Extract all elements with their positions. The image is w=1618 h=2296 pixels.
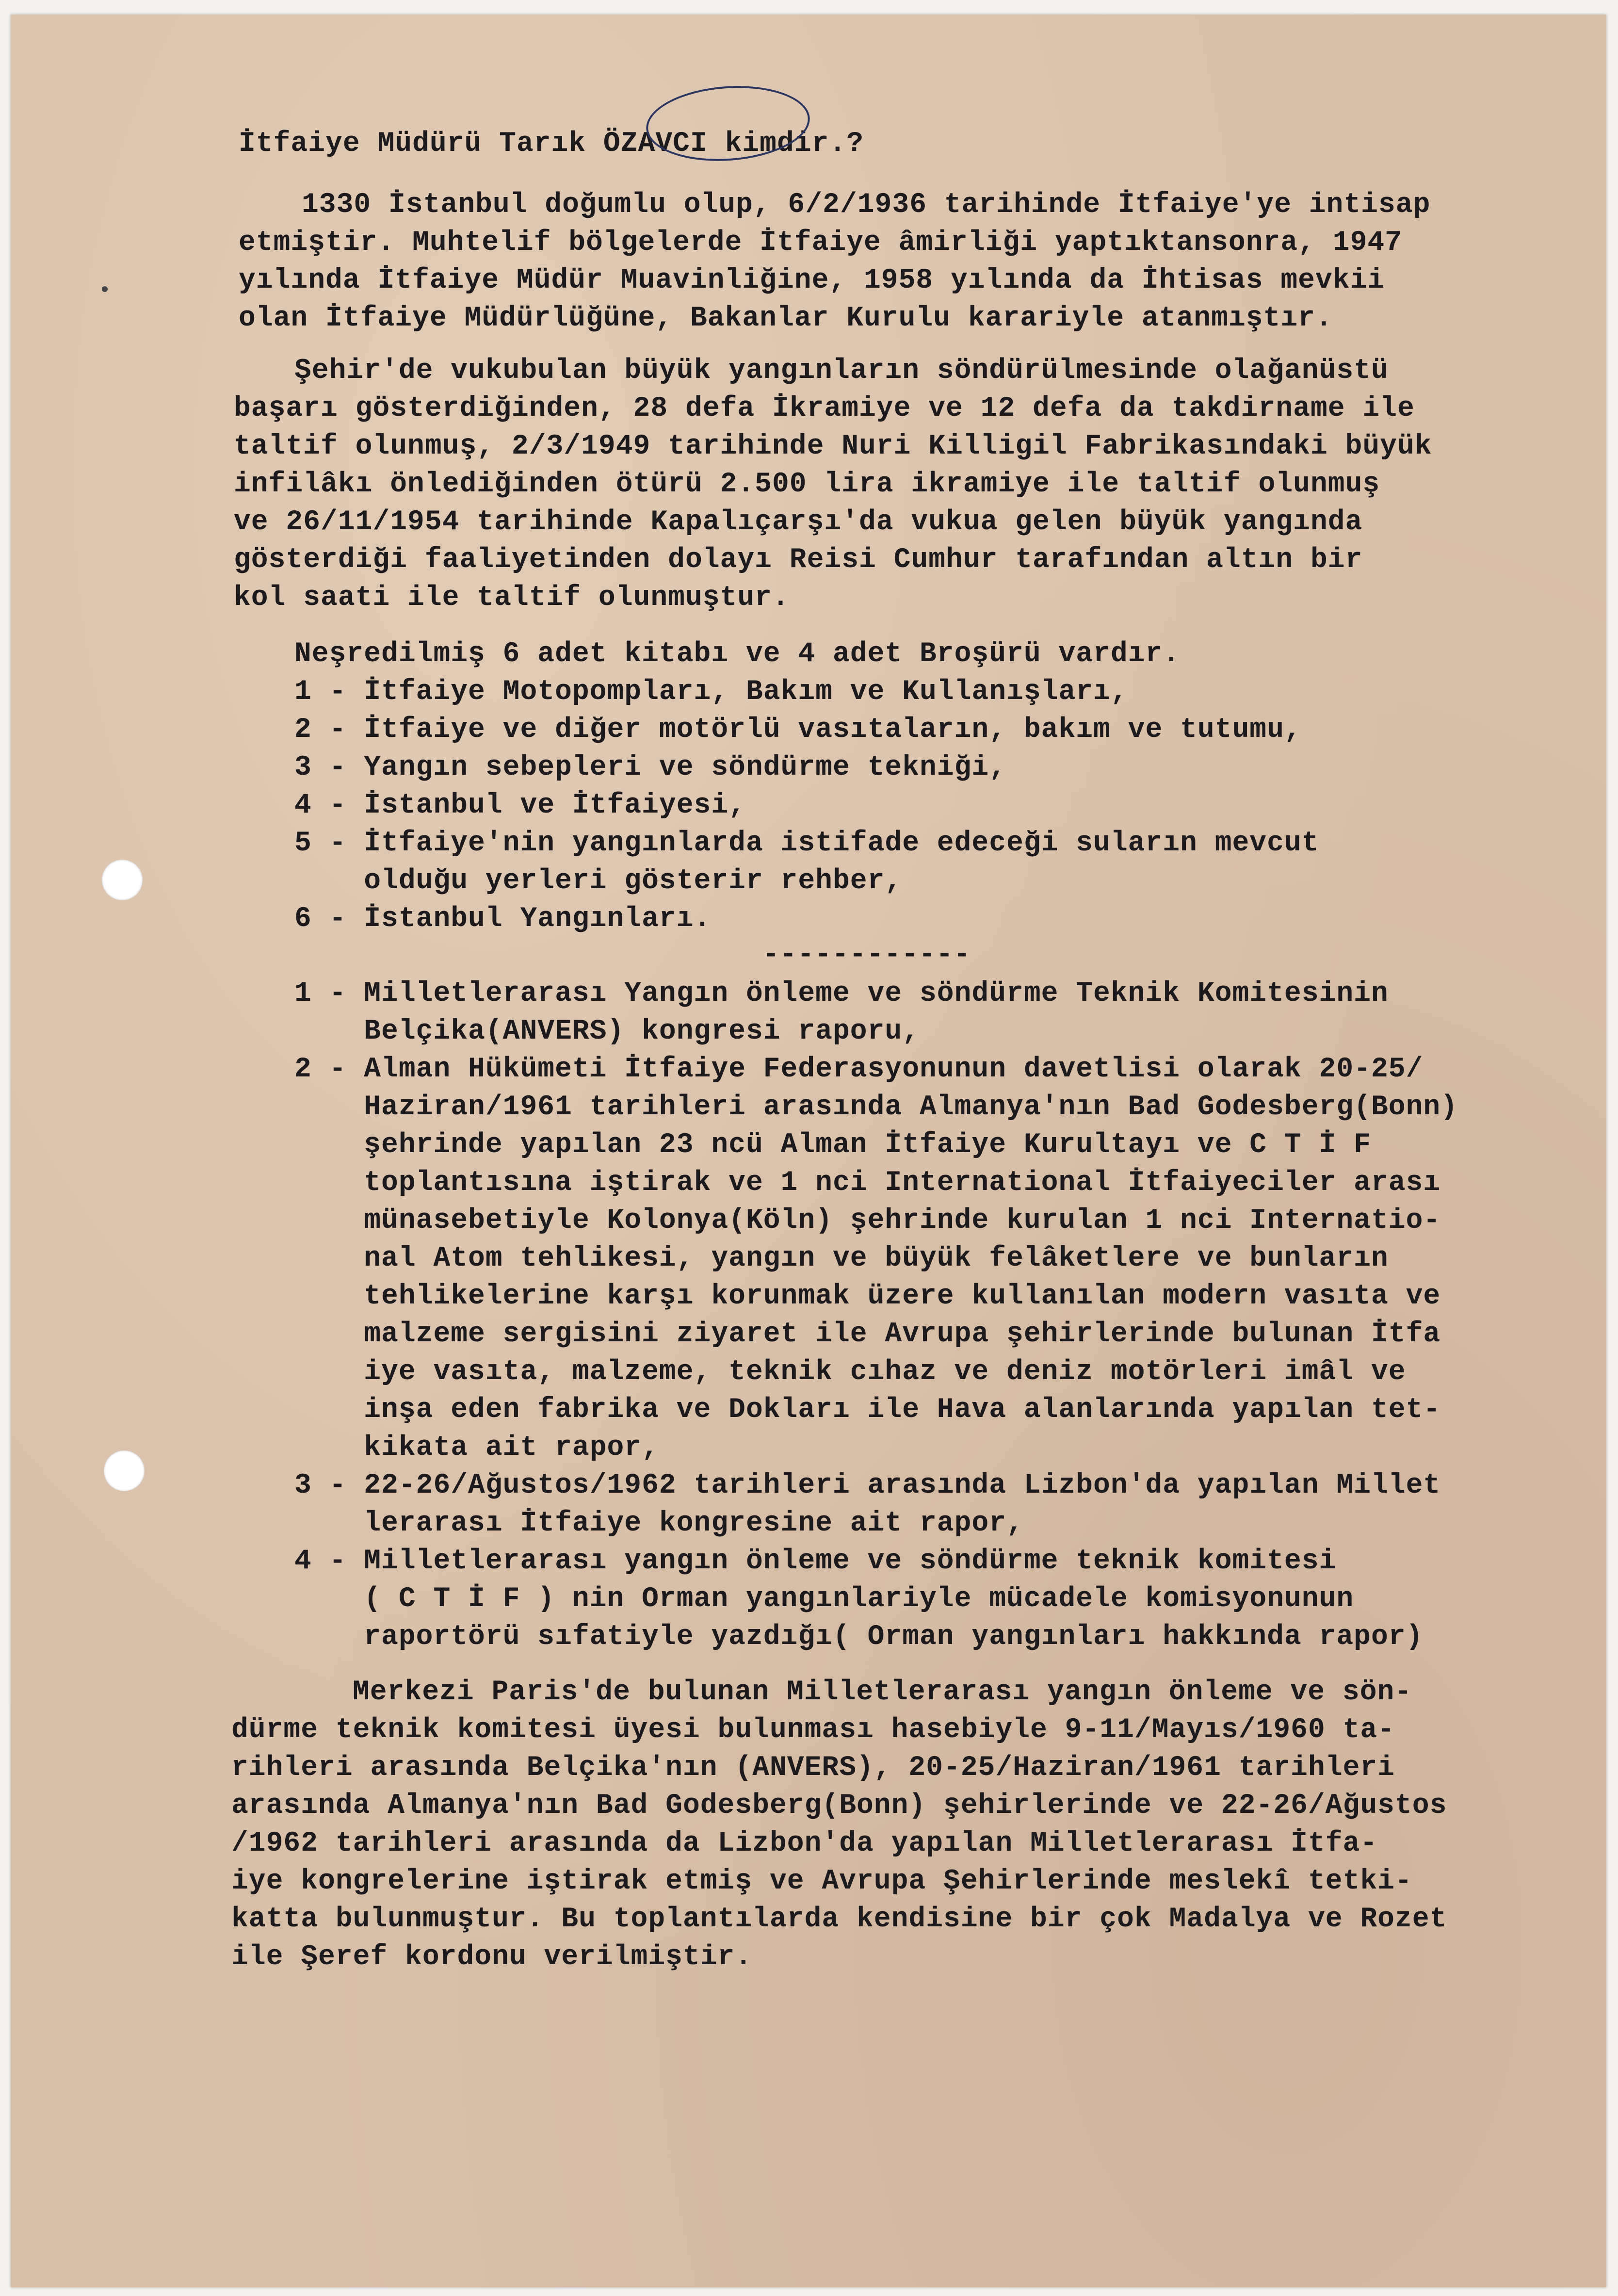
text-line: Merkezi Paris'de bulunan Milletlerarası yangın önleme ve sön-: [353, 1677, 1412, 1708]
books-intro: Neşredilmiş 6 adet kitabı ve 4 adet Broşürü vardır.: [294, 638, 1181, 670]
list-item: 2 - İtfaiye ve diğer motörlü vasıtaların, bakım ve tutumu,: [294, 714, 1302, 746]
text-line: kol saati ile taltif olunmuştur.: [234, 582, 790, 614]
separator-line: ------------: [762, 939, 971, 971]
text-line: rihleri arasında Belçika'nın (ANVERS), 20-25/Haziran/1961 tarihleri: [231, 1752, 1395, 1784]
text-line: Şehir'de vukubulan büyük yangınların söndürülmesinde olağanüstü: [294, 355, 1389, 387]
list-item: nal Atom tehlikesi, yangın ve büyük felâketlere ve bunların: [294, 1243, 1389, 1274]
text-line: etmiştir. Muhtelif bölgelerde İtfaiye âmirliği yaptıktansonra, 1947: [239, 227, 1402, 259]
title-suffix: kimdir.?: [707, 128, 864, 160]
text-line: başarı gösterdiğinden, 28 defa İkramiye ve 12 defa da takdirname ile: [234, 393, 1415, 424]
list-item: olduğu yerleri gösterir rehber,: [294, 865, 903, 897]
list-item: raportörü sıfatiyle yazdığı( Orman yangınları hakkında rapor): [294, 1621, 1424, 1653]
list-item: 4 - İstanbul ve İtfaiyesi,: [294, 790, 746, 821]
list-item: Belçika(ANVERS) kongresi raporu,: [294, 1016, 920, 1047]
list-item: 5 - İtfaiye'nin yangınlarda istifade edeceği suların mevcut: [294, 828, 1319, 859]
text-line: dürme teknik komitesi üyesi bulunması hasebiyle 9-11/Mayıs/1960 ta-: [231, 1714, 1395, 1746]
list-item: malzeme sergisini ziyaret ile Avrupa şehirlerinde bulunan İtfa: [294, 1319, 1441, 1350]
document-page: [11, 15, 1606, 2287]
text-line: olan İtfaiye Müdürlüğüne, Bakanlar Kurulu karariyle atanmıştır.: [239, 303, 1333, 334]
text-line: arasında Almanya'nın Bad Godesberg(Bonn) şehirlerinde ve 22-26/Ağustos: [231, 1790, 1447, 1822]
list-item: 1 - İtfaiye Motopompları, Bakım ve Kullanışları,: [294, 676, 1128, 708]
list-item: 3 - Yangın sebepleri ve söndürme tekniği,: [294, 752, 1007, 783]
text-line: ve 26/11/1954 tarihinde Kapalıçarşı'da vukua gelen büyük yangında: [234, 506, 1363, 538]
title-name: ÖZAVCI: [603, 128, 708, 160]
list-item: iye vasıta, malzeme, teknik cıhaz ve deniz motörleri imâl ve: [294, 1356, 1406, 1388]
ink-speck: [102, 286, 108, 292]
text-line: ile Şeref kordonu verilmiştir.: [231, 1941, 753, 1973]
title-prefix: İtfaiye Müdürü Tarık: [239, 128, 603, 160]
list-item: 6 - İstanbul Yangınları.: [294, 903, 712, 935]
punch-hole-bottom: [104, 1450, 145, 1491]
list-item: inşa eden fabrika ve Dokları ile Hava alanlarında yapılan tet-: [294, 1394, 1441, 1426]
text-line: katta bulunmuştur. Bu toplantılarda kendisine bir çok Madalya ve Rozet: [231, 1904, 1447, 1935]
text-line: /1962 tarihleri arasında da Lizbon'da yapılan Milletlerarası İtfa-: [231, 1828, 1378, 1859]
list-item: toplantısına iştirak ve 1 nci International İtfaiyeciler arası: [294, 1167, 1441, 1199]
punch-hole-top: [102, 860, 143, 900]
list-item: lerarası İtfaiye kongresine ait rapor,: [294, 1508, 1024, 1539]
text-line: taltif olunmuş, 2/3/1949 tarihinde Nuri Killigil Fabrikasındaki büyük: [234, 431, 1432, 462]
list-item: şehrinde yapılan 23 ncü Alman İtfaiye Kurultayı ve C T İ F: [294, 1129, 1371, 1161]
text-line: gösterdiği faaliyetinden dolayı Reisi Cumhur tarafından altın bir: [234, 544, 1363, 576]
list-item: tehlikelerine karşı korunmak üzere kullanılan modern vasıta ve: [294, 1281, 1441, 1312]
list-item: ( C T İ F ) nin Orman yangınlariyle mücadele komisyonunun: [294, 1583, 1354, 1615]
list-item: Haziran/1961 tarihleri arasında Almanya'nın Bad Godesberg(Bonn): [294, 1091, 1458, 1123]
list-item: kikata ait rapor,: [294, 1432, 659, 1464]
text-line: yılında İtfaiye Müdür Muavinliğine, 1958 yılında da İhtisas mevkii: [239, 265, 1385, 296]
list-item: münasebetiyle Kolonya(Köln) şehrinde kurulan 1 nci Internatio-: [294, 1205, 1441, 1237]
text-line: iye kongrelerine iştirak etmiş ve Avrupa Şehirlerinde meslekî tetki-: [231, 1866, 1412, 1897]
list-item: 1 - Milletlerarası Yangın önleme ve söndürme Teknik Komitesinin: [294, 978, 1389, 1010]
list-item: 4 - Milletlerarası yangın önleme ve söndürme teknik komitesi: [294, 1546, 1337, 1577]
list-item: 3 - 22-26/Ağustos/1962 tarihleri arasında Lizbon'da yapılan Millet: [294, 1470, 1441, 1501]
list-item: 2 - Alman Hükümeti İtfaiye Federasyonunun davetlisi olarak 20-25/: [294, 1054, 1424, 1085]
text-line: 1330 İstanbul doğumlu olup, 6/2/1936 tarihinde İtfaiye'ye intisap: [302, 189, 1431, 221]
text-line: infilâkı önlediğinden ötürü 2.500 lira ikramiye ile taltif olunmuş: [234, 469, 1380, 500]
